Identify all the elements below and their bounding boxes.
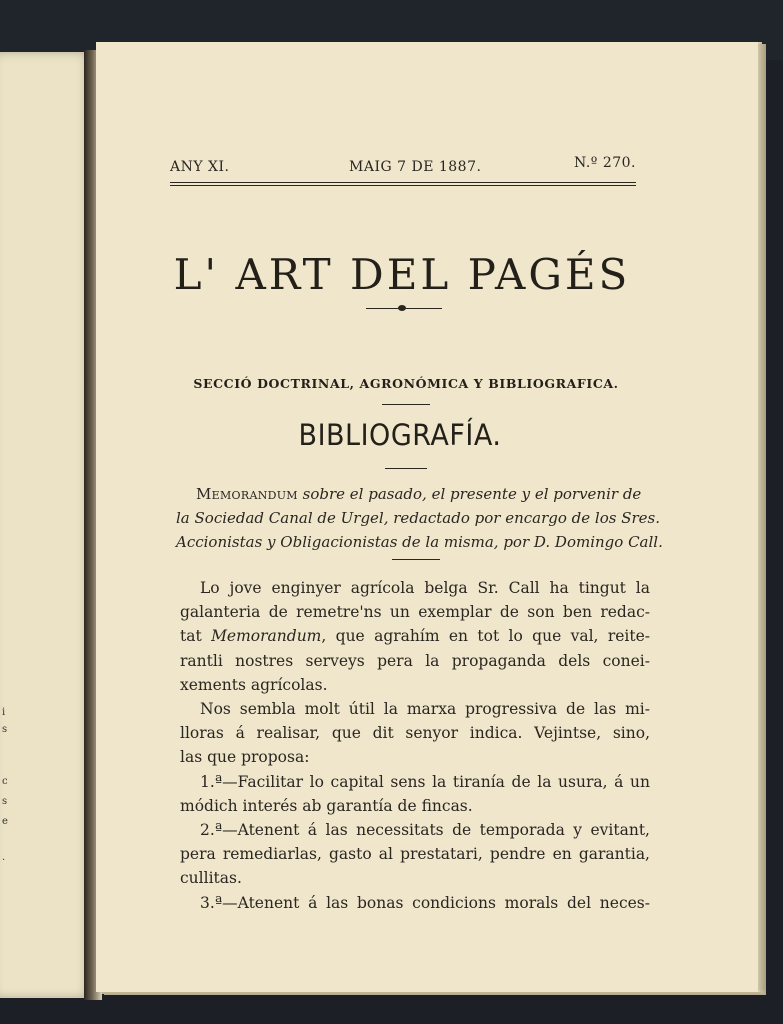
text-line: pera remediarlas, gasto al prestatari, pendre en garantia,: [180, 845, 650, 864]
margin-mark: e: [2, 816, 8, 827]
text-line: Nos sembla molt útil la marxa progressiva de las mi-: [200, 700, 650, 719]
text-line: módich interés ab garantía de fincas.: [180, 796, 473, 815]
page-edges: [758, 44, 766, 990]
citation-line: Accionistas y Obligacionistas de la misma, por D. Domingo Call.: [176, 533, 663, 551]
memorandum-citation: [176, 482, 663, 554]
memorandum-word: Memorandum: [196, 485, 298, 503]
header-rule: [170, 182, 636, 183]
text-line: 3.ª—Atenent á las bonas condicions morals del neces-: [200, 893, 650, 912]
title-ornament-dot: [398, 305, 406, 311]
text-line: [180, 624, 650, 648]
page-header: [170, 155, 636, 179]
left-page-margin: [0, 52, 92, 998]
text-line: cullitas.: [180, 869, 242, 888]
left-page: [0, 52, 92, 998]
text-line: rantli nostres serveys pera la propaganda dels conei-: [180, 651, 650, 670]
header-date: MAIG 7 DE 1887.: [349, 159, 482, 175]
text-line: lloras á realisar, que dit senyor indica. Vejintse, sino,: [180, 724, 650, 743]
text-fragment: tat: [180, 627, 212, 646]
section-rule: [382, 404, 430, 405]
text-line: las que proposa:: [180, 748, 310, 767]
article-body: [180, 576, 650, 915]
citation-line: sobre el pasado, el presente y el porvenir de: [297, 485, 642, 503]
heading-rule: [385, 468, 427, 469]
article-heading: BIBLIOGRAFÍA.: [298, 418, 502, 453]
header-rule: [170, 185, 636, 186]
right-page: [96, 42, 758, 992]
text-line: galanteria de remetre'ns un exemplar de son ben redac-: [180, 603, 650, 622]
header-number: N.º 270.: [573, 155, 636, 171]
text-fragment-italic: Memorandum: [211, 627, 322, 646]
margin-mark: c: [2, 776, 8, 787]
text-fragment: , que agrahím en tot lo que val, reite-: [321, 627, 650, 646]
text-line: 1.ª—Facilitar lo capital sens la tiranía de la usura, á un: [200, 772, 650, 791]
citation-line: la Sociedad Canal de Urgel, redactado por encargo de los Sres.: [176, 509, 660, 527]
section-heading: SECCIÓ DOCTRINAL, AGRONÓMICA Y BIBLIOGRAFICA.: [193, 376, 619, 391]
citation-rule: [392, 559, 440, 560]
margin-mark: s: [2, 796, 8, 807]
text-line: 2.ª—Atenent á las necessitats de temporada y evitant,: [200, 821, 650, 840]
header-year: ANY XI.: [170, 159, 230, 175]
margin-mark: .: [2, 852, 6, 863]
margin-mark: s: [2, 724, 8, 735]
page-title: L' ART DEL PAGÉS: [173, 250, 631, 299]
text-line: xements agrícolas.: [180, 675, 328, 694]
margin-mark: i: [2, 707, 6, 718]
text-line: Lo jove enginyer agrícola belga Sr. Call ha tingut la: [200, 579, 650, 597]
